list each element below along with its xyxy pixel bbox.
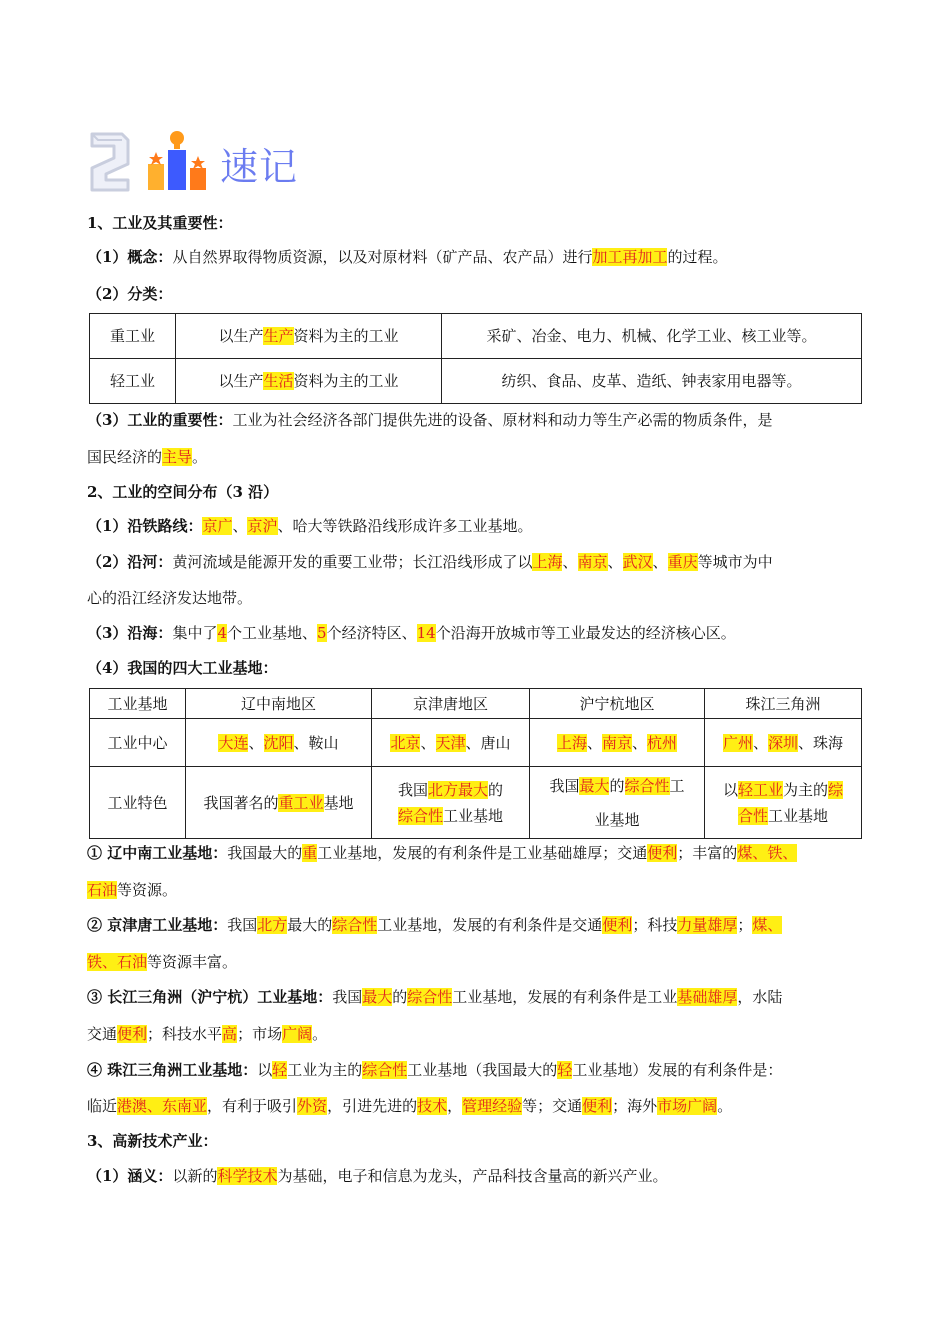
text: 工业基地）发展的有利条件是： [572, 1061, 783, 1079]
highlight: 外资 [297, 1097, 328, 1115]
highlight: 北京 [390, 733, 421, 752]
meaning-line [87, 1165, 867, 1187]
table-header-cell: 沪宁杭地区 [530, 689, 705, 719]
table-row [90, 359, 862, 404]
text: 等城市为中 [697, 553, 773, 571]
highlight: 石油 [87, 881, 118, 899]
coast-label: （3）沿海： [87, 624, 173, 642]
highlight: 综合性 [624, 776, 670, 795]
coast-line [87, 622, 867, 644]
text: ；丰富的 [677, 844, 738, 862]
highlight: 京沪 [247, 517, 278, 535]
text: 、鞍山 [293, 733, 339, 752]
bases-label: （4）我国的四大工业基地： [87, 659, 278, 677]
text: 我国 [397, 780, 428, 799]
text: 我国 [332, 988, 363, 1006]
industrial-bases-table [89, 688, 862, 839]
base-3-line-1 [87, 986, 867, 1008]
highlight: 便利 [582, 1097, 613, 1115]
text: 、 [652, 553, 668, 571]
text: 我国最大的 [227, 844, 303, 862]
text: 国民经济的 [87, 448, 163, 466]
highlight: 武汉 [622, 553, 653, 571]
table-cell: 广州、深圳、珠海 [705, 719, 862, 767]
text: 工业基地 [768, 806, 829, 825]
highlight: 重庆 [667, 553, 698, 571]
text: 临近 [87, 1097, 118, 1115]
base-2-line-1 [87, 914, 867, 936]
highlight: 高 [222, 1025, 238, 1043]
table-header-cell: 珠江三角洲 [705, 689, 862, 719]
meaning-label: （1）涵义： [87, 1167, 173, 1185]
highlight: 加工再加工 [592, 248, 668, 266]
highlight: 北方 [257, 916, 288, 934]
text: 交通 [87, 1025, 118, 1043]
text: ， [447, 1097, 463, 1115]
highlight: 煤、铁、 [737, 844, 798, 862]
highlight: 技术 [417, 1097, 448, 1115]
highlight: 最大 [579, 776, 610, 795]
table-cell: 北京、天津、唐山 [372, 719, 530, 767]
text: 业基地 [594, 810, 640, 829]
highlight: 南京 [577, 553, 608, 571]
highlight: 4 [217, 624, 228, 642]
text: 工业为主的 [287, 1061, 363, 1079]
table-row [90, 767, 862, 839]
highlight: 力量雄厚 [677, 916, 738, 934]
text: 个沿海开放城市等工业最发达的经济核心区。 [435, 624, 736, 642]
importance-line-2 [87, 446, 867, 468]
table-row [90, 719, 862, 767]
table-cell: 轻工业 [90, 359, 176, 404]
text: 以 [257, 1061, 273, 1079]
highlight: 便利 [647, 844, 678, 862]
text: 、唐山 [465, 733, 511, 752]
table-cell [176, 359, 442, 404]
number-two-icon [86, 130, 132, 192]
highlight: 综合性 [397, 806, 443, 825]
text: 工业基地（我国最大的 [407, 1061, 558, 1079]
highlight: 基础雄厚 [677, 988, 738, 1006]
base-4-line-1 [87, 1059, 867, 1081]
text: 基地 [323, 793, 354, 812]
highlight: 便利 [117, 1025, 148, 1043]
highlight: 综合性 [407, 988, 453, 1006]
text: 工业基地，发展的有利条件是交通 [377, 916, 603, 934]
text: 黄河流域是能源开发的重要工业带；长江沿线形成了以 [172, 553, 533, 571]
river-line-1 [87, 551, 867, 573]
text: ；科技水平 [147, 1025, 223, 1043]
text: 的 [609, 776, 625, 795]
text: ； [737, 916, 753, 934]
table-cell [372, 767, 530, 839]
highlight: 煤、 [752, 916, 783, 934]
table-cell: 采矿、冶金、电力、机械、化学工业、核工业等。 [442, 314, 862, 359]
base-2-label: ② 京津唐工业基地： [87, 916, 228, 934]
text: 等资源丰富。 [147, 953, 238, 971]
highlight: 综合性 [332, 916, 378, 934]
base-4-label: ④ 珠江三角洲工业基地： [87, 1061, 258, 1079]
highlight: 重工业 [278, 793, 324, 812]
highlight: 便利 [602, 916, 633, 934]
section-3-heading: 3、高新技术产业： [87, 1132, 218, 1150]
classification-label: （2）分类： [87, 285, 173, 303]
text: 以 [722, 780, 738, 799]
base-4-line-2 [87, 1095, 867, 1117]
highlight: 生产 [263, 327, 294, 345]
base-1-line-2 [87, 879, 867, 901]
highlight: 沈阳 [263, 733, 294, 752]
text: 、 [232, 517, 248, 535]
highlight: 市场广阔 [657, 1097, 718, 1115]
classification-table [89, 313, 862, 404]
text: 、 [607, 553, 623, 571]
table-header-cell: 工业基地 [90, 689, 186, 719]
table-cell [530, 767, 705, 839]
table-cell: 上海、南京、杭州 [530, 719, 705, 767]
text: 以生产 [218, 372, 264, 390]
highlight: 铁、石油 [87, 953, 148, 971]
text: 个经济特区、 [326, 624, 417, 642]
text: 的过程。 [667, 248, 728, 266]
text: 最大的 [287, 916, 333, 934]
text: 工业基地，发展的有利条件是工业 [452, 988, 678, 1006]
text: 为基础，电子和信息为龙头，产品科技含量高的新兴产业。 [277, 1167, 668, 1185]
highlight: 最大 [362, 988, 393, 1006]
text: 等；交通 [522, 1097, 583, 1115]
highlight: 上海 [532, 553, 563, 571]
text: 以新的 [172, 1167, 218, 1185]
highlight: 管理经验 [462, 1097, 523, 1115]
table-cell: 工业特色 [90, 767, 186, 839]
text: 、珠海 [798, 733, 844, 752]
highlight: 广州 [722, 733, 753, 752]
table-cell: 工业中心 [90, 719, 186, 767]
text: 、 [562, 553, 578, 571]
text: ，引进先进的 [327, 1097, 418, 1115]
rail-label: （1）沿铁路线： [87, 517, 203, 535]
text: ；市场 [237, 1025, 283, 1043]
highlight: 轻 [272, 1061, 288, 1079]
highlight: 天津 [435, 733, 466, 752]
text: 集中了 [172, 624, 218, 642]
text: ；科技 [632, 916, 678, 934]
section-1-heading: 1、工业及其重要性： [87, 214, 233, 232]
table-cell: 大连、沈阳、鞍山 [186, 719, 372, 767]
text: 。 [192, 448, 208, 466]
highlight: 主导 [162, 448, 193, 466]
text: 以生产 [218, 327, 264, 345]
highlight: 生活 [263, 372, 294, 390]
text: 个工业基地、 [227, 624, 318, 642]
table-header-row [90, 689, 862, 719]
trophy-podium-icon [144, 128, 210, 192]
table-header-cell: 辽中南地区 [186, 689, 372, 719]
highlight: 杭州 [647, 733, 678, 752]
text: 资料为主的工业 [293, 372, 399, 390]
highlight: 轻 [557, 1061, 573, 1079]
highlight: 重 [302, 844, 318, 862]
highlight: 京广 [202, 517, 233, 535]
highlight: 大连 [218, 733, 249, 752]
table-cell [176, 314, 442, 359]
text: 等资源。 [117, 881, 178, 899]
table-row [90, 314, 862, 359]
text: 为主的 [783, 780, 829, 799]
text: 资料为主的工业 [293, 327, 399, 345]
text: 我国 [549, 776, 580, 795]
table-header-cell: 京津唐地区 [372, 689, 530, 719]
highlight: 轻工业 [737, 780, 783, 799]
river-label: （2）沿河： [87, 553, 173, 571]
rail-line [87, 515, 867, 537]
concept-label: （1）概念： [87, 248, 173, 266]
text: 我国著名的 [203, 793, 279, 812]
table-cell: 纺织、食品、皮革、造纸、钟表家用电器等。 [442, 359, 862, 404]
text: 的 [488, 780, 504, 799]
base-3-line-2 [87, 1023, 867, 1045]
text: ，有利于吸引 [207, 1097, 298, 1115]
text: 从自然界取得物质资源，以及对原材料（矿产品、农产品）进行 [172, 248, 593, 266]
river-line-2: 心的沿江经济发达地带。 [87, 589, 253, 607]
section-title: 速记 [220, 145, 299, 189]
section-2-heading: 2、工业的空间分布（3 沿） [87, 483, 279, 501]
highlight: 南京 [601, 733, 632, 752]
section-header [86, 122, 298, 192]
highlight: 5 [317, 624, 327, 642]
text: 、哈大等铁路沿线形成许多工业基地。 [277, 517, 533, 535]
text: ，水陆 [737, 988, 783, 1006]
highlight: 北方最大 [427, 780, 488, 799]
base-3-label: ③ 长江三角洲（沪宁杭）工业基地： [87, 988, 333, 1006]
highlight: 合性 [737, 806, 768, 825]
text: 我国 [227, 916, 258, 934]
highlight: 科学技术 [217, 1167, 278, 1185]
text: 。 [312, 1025, 328, 1043]
text: ；海外 [612, 1097, 658, 1115]
highlight: 深圳 [768, 733, 799, 752]
text: 工业基地 [443, 806, 504, 825]
highlight: 14 [416, 624, 436, 642]
highlight: 综 [828, 780, 844, 799]
text: 的 [392, 988, 408, 1006]
text: 工业基地，发展的有利条件是工业基础雄厚；交通 [317, 844, 648, 862]
importance-line-1 [87, 409, 867, 431]
concept-line [87, 246, 867, 268]
highlight: 广阔 [282, 1025, 313, 1043]
text: 工业为社会经济各部门提供先进的设备、原材料和动力等生产必需的物质条件，是 [232, 411, 773, 429]
highlight: 港澳、东南亚 [117, 1097, 208, 1115]
table-cell [705, 767, 862, 839]
importance-label: （3）工业的重要性： [87, 411, 233, 429]
highlight: 综合性 [362, 1061, 408, 1079]
table-cell: 重工业 [90, 314, 176, 359]
base-2-line-2 [87, 951, 867, 973]
base-1-label: ① 辽中南工业基地： [87, 844, 228, 862]
base-1-line-1 [87, 842, 867, 864]
highlight: 上海 [556, 733, 587, 752]
text: 。 [717, 1097, 733, 1115]
text: 工 [669, 776, 685, 795]
table-cell [186, 767, 372, 839]
